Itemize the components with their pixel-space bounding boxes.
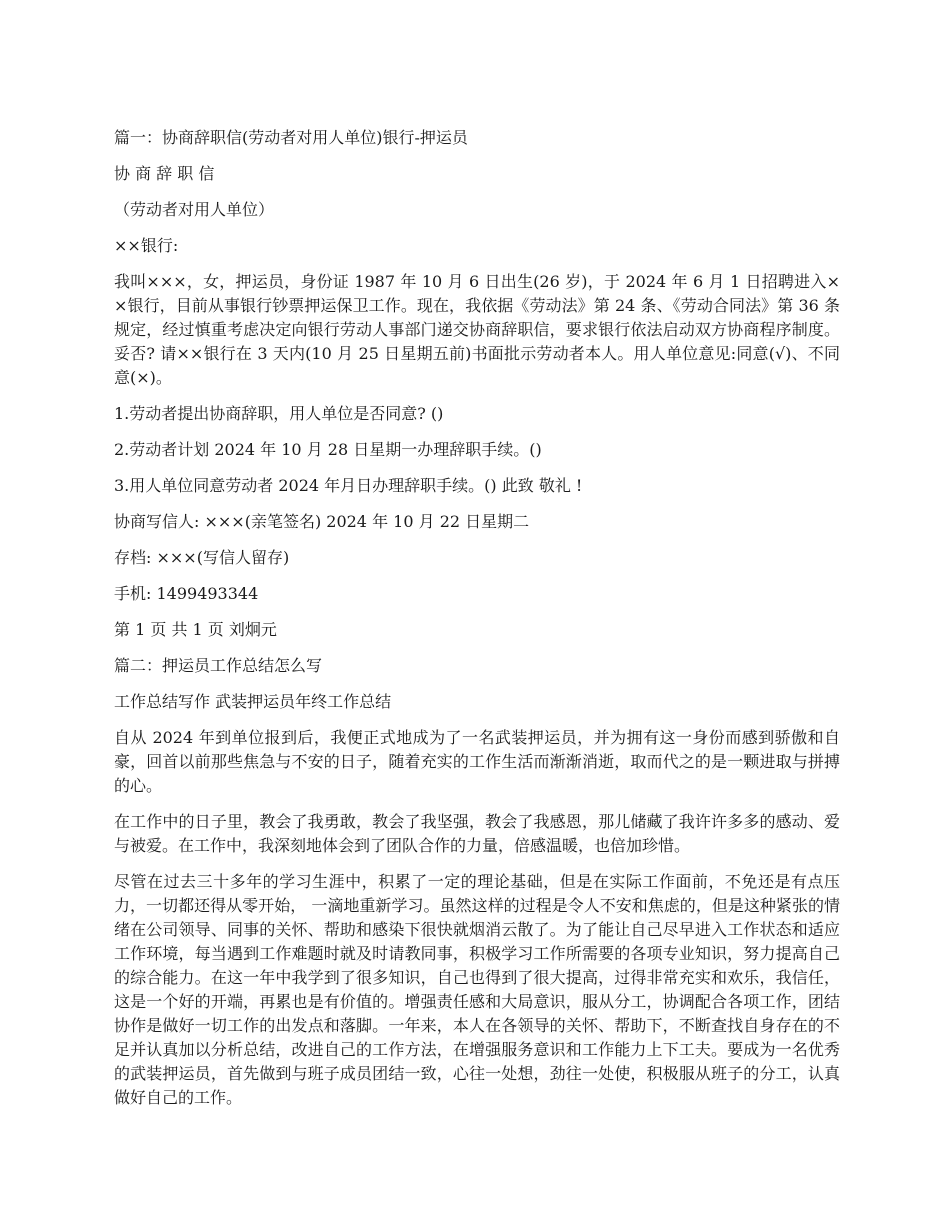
- question-item-1: 1.劳动者提出协商辞职，用人单位是否同意? (): [114, 404, 444, 423]
- letter-body-paragraph: 我叫×××，女，押运员，身份证 1987 年 10 月 6 日出生(26 岁)，于 2024 年 6 月 1 日招聘进入××银行，目前从事银行钞票押运保卫工作。现在，我依据《劳动法》第 24 条、《劳动合同法》第 36 条规定，经过慎重考虑决定向银行劳动人事部门递交协商辞职信，要求银行依法启动双方协商程序制度。妥否? 请××银行在 3 天内(10 月 25 日星期五前)书面批示劳动者本人。用人单位意见:同意(√)、不同意(×)。: [114, 272, 840, 387]
- summary-paragraph-3: 尽管在过去三十多年的学习生涯中，积累了一定的理论基础，但是在实际工作面前，不免还是有点压力，一切都还得从零开始， 一滴地重新学习。虽然这样的过程是令人不安和焦虑的，但是这种紧张的情绪在公司领导、同事的关怀、帮助和感染下很快就烟消云散了。为了能让自己尽早进入工作状态和适应工作环境，每当遇到工作难题时就及时请教同事，积极学习工作所需要的各项专业知识，努力提高自己的综合能力。在这一年中我学到了很多知识，自己也得到了很大提高，过得非常充实和欢乐，我信任，这是一个好的开端，再累也是有价值的。增强责任感和大局意识，服从分工，协调配合各项工作，团结协作是做好一切工作的出发点和落脚。一年来，本人在各领导的关怀、帮助下，不断查找自身存在的不足并认真加以分析总结，改进自己的工作方法，在增强服务意识和工作能力上下工夫。要成为一名优秀的武装押运员，首先做到与班子成员团结一致，心往一处想，劲往一处使，积极服从班子的分工，认真做好自己的工作。: [114, 872, 840, 1107]
- letter-subtitle: （劳动者对用人单位）: [114, 200, 275, 219]
- document-body: [114, 126, 840, 1122]
- summary-title: 工作总结写作 武装押运员年终工作总结: [114, 692, 392, 711]
- summary-paragraph-1: 自从 2024 年到单位报到后，我便正式地成为了一名武装押运员，并为拥有这一身份而感到骄傲和自豪，回首以前那些焦急与不安的日子，随着充实的工作生活而渐渐消逝，取而代之的是一颗进取与拼搏的心。: [114, 728, 840, 795]
- question-item-3: 3.用人单位同意劳动者 2024 年月日办理辞职手续。() 此致 敬礼 !: [114, 476, 583, 495]
- section-heading-2: 篇二：押运员工作总结怎么写: [114, 656, 323, 675]
- phone-line: 手机: 1499493344: [114, 584, 259, 603]
- letter-salutation: ××银行:: [114, 236, 179, 255]
- summary-paragraph-2: 在工作中的日子里，教会了我勇敢，教会了我坚强，教会了我感恩，那儿储藏了我许许多多的感动、爱与被爱。在工作中，我深刻地体会到了团队合作的力量，倍感温暖，也倍加珍惜。: [114, 812, 840, 855]
- archive-line: 存档: ×××(写信人留存): [114, 548, 290, 567]
- letter-signature-line: 协商写信人: ×××(亲笔签名) 2024 年 10 月 22 日星期二: [114, 512, 530, 531]
- section-heading-1: 篇一：协商辞职信(劳动者对用人单位)银行-押运员: [114, 128, 468, 147]
- letter-title: 协 商 辞 职 信: [114, 164, 215, 183]
- page-footer-line: 第 1 页 共 1 页 刘炯元: [114, 620, 277, 639]
- question-item-2: 2.劳动者计划 2024 年 10 月 28 日星期一办理辞职手续。(): [114, 440, 542, 459]
